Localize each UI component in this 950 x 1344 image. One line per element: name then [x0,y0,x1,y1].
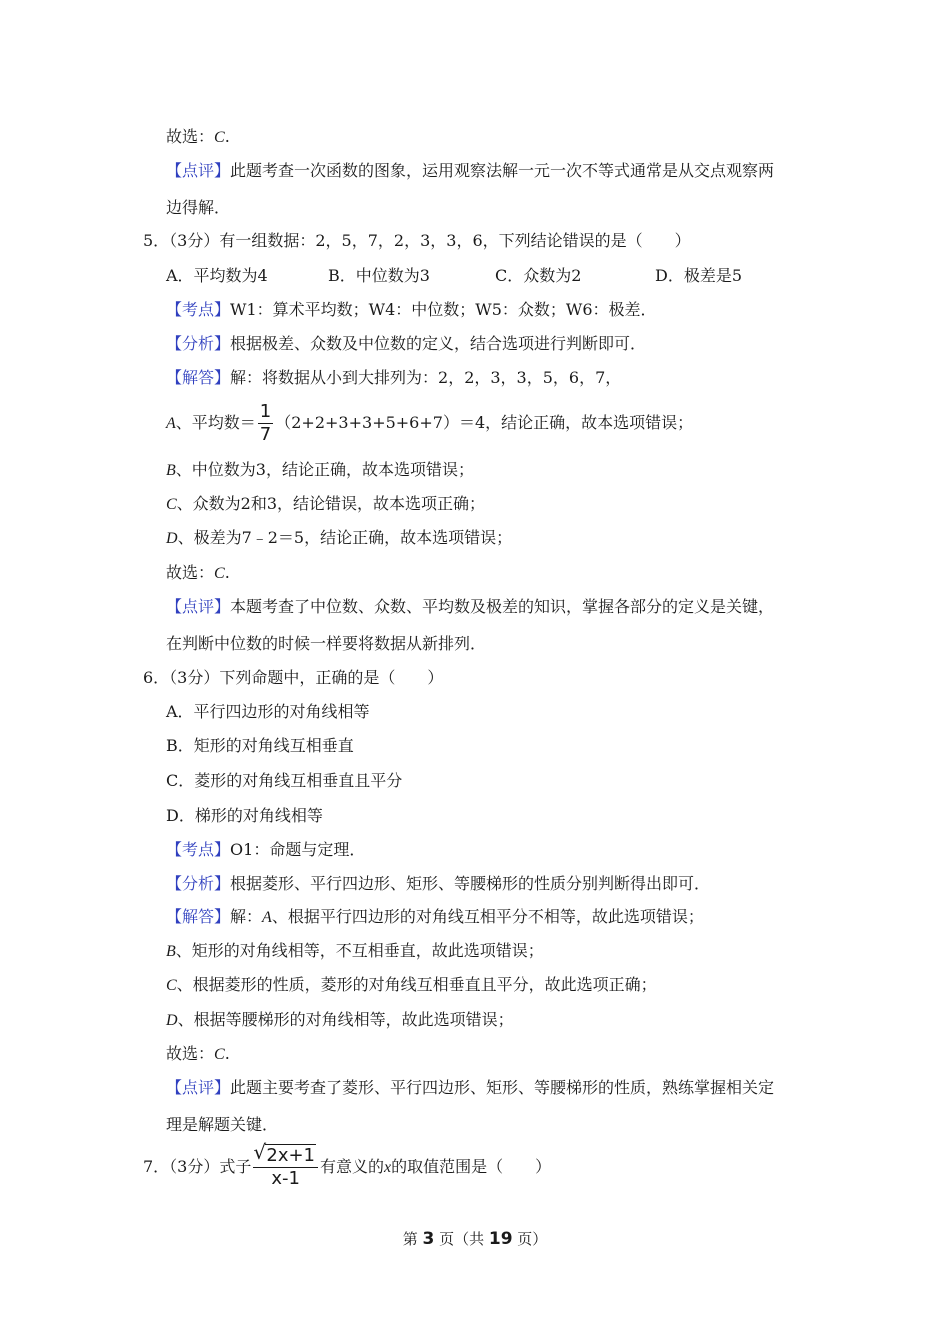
q5-review-cont: 在判断中位数的时候一样要将数据从新排列． [166,634,487,653]
q5-review: 【点评】本题考查了中位数、众数、平均数及极差的知识，掌握各部分的定义是关键， [166,597,775,616]
fraction: $\frac{1}{7}$ [259,401,272,445]
q6-option-d: D．梯形的对角线相等 [166,806,323,825]
q6-line-d: D、根据等腰梯形的对角线相等，故此选项错误； [166,1010,514,1029]
q6-jieda: 【解答】解：A、根据平行四边形的对角线互相平分不相等，故此选项错误； [166,907,704,926]
q5-line-a: A、平均数＝ $\frac{1}{7}$ （2+2+3+3+5+6+7）＝4，结论正确，故本选项错误； [166,401,694,445]
fraction-expression: √ 2x+1 x-1 [253,1145,318,1190]
q6-review-cont: 理是解题关键． [166,1115,279,1134]
q5-line-c: C、众数为2和3，结论错误，故本选项正确； [166,494,486,513]
q6-fenxi: 【分析】根据菱形、平行四边形、矩形、等腰梯形的性质分别判断得出即可． [166,874,711,893]
q6-option-b: B．矩形的对角线互相垂直 [166,736,354,755]
q5-fenxi: 【分析】根据极差、众数及中位数的定义，结合选项进行判断即可． [166,334,647,353]
q7-stem: 7．（3分）式子 √ 2x+1 x-1 有意义的x的取值范围是（ ） [143,1140,552,1189]
sqrt-expression: √ 2x+1 [253,1140,316,1166]
q5-choose: 故选：C. [166,563,230,582]
q6-stem: 6．（3分）下列命题中，正确的是（ ） [143,668,444,687]
q6-line-b: B、矩形的对角线相等，不互相垂直，故此选项错误； [166,941,544,960]
q5-option-a: A．平均数为4 [166,266,268,285]
review-tag: 【点评】 [166,161,231,180]
q5-line-b: B、中位数为3，结论正确，故本选项错误； [166,460,474,479]
q6-kaodian: 【考点】O1：命题与定理． [166,840,366,859]
q6-review: 【点评】此题主要考查了菱形、平行四边形、矩形、等腰梯形的性质，熟练掌握相关定 [166,1078,775,1097]
q6-choose: 故选：C. [166,1044,230,1063]
q6-option-a: A．平行四边形的对角线相等 [166,702,370,721]
q5-option-b: B．中位数为3 [328,266,430,285]
q6-option-c: C．菱形的对角线互相垂直且平分 [166,771,403,790]
q5-jieda: 【解答】解：将数据从小到大排列为：2，2，3，3，5，6，7， [166,368,622,387]
q4-review-cont: 边得解． [166,198,231,217]
q5-option-d: D．极差是5 [655,266,743,285]
q5-stem: 5．（3分）有一组数据：2，5，7，2，3，3，6，下列结论错误的是（ ） [143,231,691,250]
q5-kaodian: 【考点】W1：算术平均数；W4：中位数；W5：众数；W6：极差． [166,300,657,319]
q4-choose: 故选：C. [166,127,230,146]
q6-line-c: C、根据菱形的性质，菱形的对角线互相垂直且平分，故此选项正确； [166,975,657,994]
q5-option-c: C．众数为2 [495,266,582,285]
page-footer: 第 3 页（共 19 页） [402,1229,548,1249]
q4-review: 【点评】此题考查一次函数的图象，运用观察法解一元一次不等式通常是从交点观察两 [166,161,775,180]
q5-line-d: D、极差为7﹣2＝5，结论正确，故本选项错误； [166,528,513,547]
